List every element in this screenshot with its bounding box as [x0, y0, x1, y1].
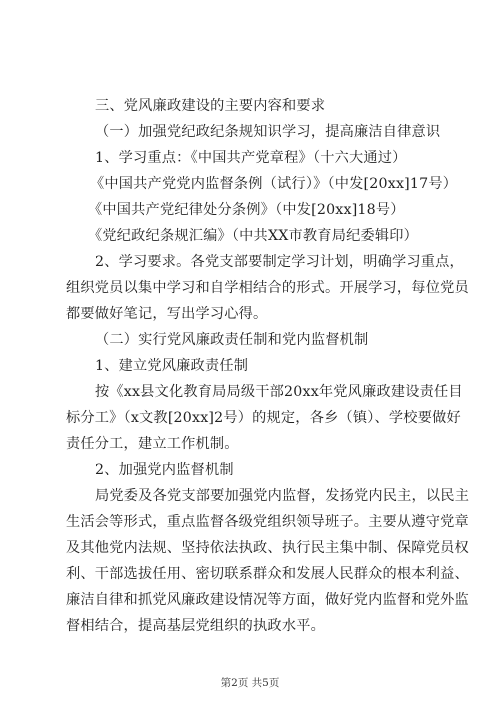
paragraph-line: 《中国共产党纪律处分条例》（中发[20xx]18号） — [88, 202, 405, 218]
paragraph-line: 1、学习重点：《中国共产党章程》（十六大通过） — [95, 150, 407, 166]
paragraph-line: 督相结合，提高基层党组织的执政水平。 — [66, 618, 325, 634]
paragraph-line: 责任分工，建立工作机制。 — [66, 436, 239, 452]
page-number: 第2页 共5页 — [220, 677, 280, 689]
section-heading: 三、党风廉政建设的主要内容和要求 — [95, 98, 326, 114]
subsection-heading: （一）加强党纪政纪条规知识学习，提高廉洁自律意识 — [95, 124, 441, 140]
paragraph-line: 1、建立党风廉政责任制 — [95, 358, 249, 374]
paragraph-line: 按《xx县文化教育局局级干部20xx年党风廉政建设责任目 — [95, 384, 463, 400]
subsection-heading: （二）实行党风廉政责任制和党内监督机制 — [95, 332, 369, 348]
paragraph-line: 2、加强党内监督机制 — [95, 462, 234, 478]
paragraph-line: 利、干部选拔任用、密切联系群众和发展人民群众的根本利益、 — [66, 566, 469, 582]
paragraph-line: 组织党员以集中学习和自学相结合的形式。开展学习，每位党员 — [66, 280, 469, 296]
paragraph-line: 局党委及各党支部要加强党内监督，发扬党内民主，以民主 — [95, 488, 470, 504]
paragraph-line: 廉洁自律和抓党风廉政建设情况等方面，做好党内监督和党外监 — [66, 592, 469, 608]
paragraph-line: 及其他党内法规、坚持依法执政、执行民主集中制、保障党员权 — [66, 540, 469, 556]
paragraph-line: 标分工》（x文教[20xx]2号）的规定，各乡（镇）、学校要做好 — [66, 410, 461, 426]
paragraph-line: 都要做好笔记，写出学习心得。 — [66, 306, 268, 322]
paragraph-line: 2、学习要求。各党支部要制定学习计划，明确学习重点， — [95, 254, 464, 270]
paragraph-line: 生活会等形式，重点监督各级党组织领导班子。主要从遵守党章 — [66, 514, 469, 530]
paragraph-line: 《中国共产党党内监督条例（试行）》（中发[20xx]17号） — [90, 176, 458, 192]
paragraph-line: 《党纪政纪条规汇编》（中共XX市教育局纪委辑印） — [88, 228, 419, 244]
